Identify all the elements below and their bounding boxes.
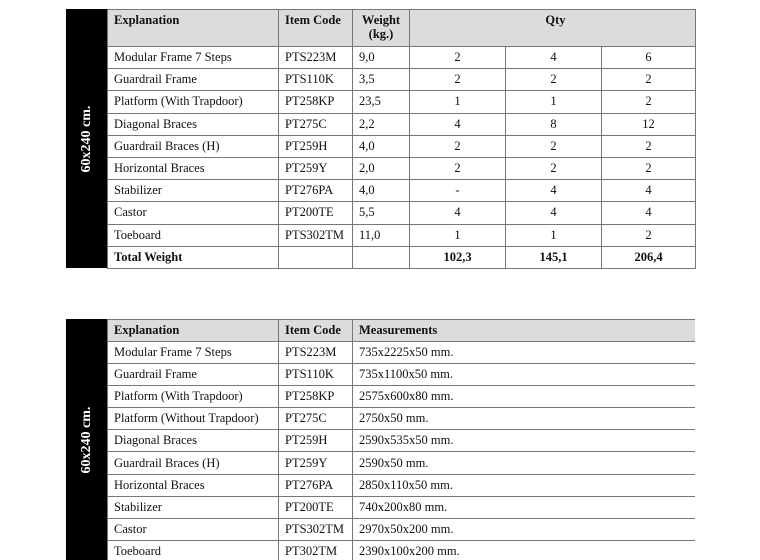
measurements-cell: 2970x50x200 mm. xyxy=(353,518,696,540)
measurements-cell: 2590x50 mm. xyxy=(353,452,696,474)
explanation-cell: Modular Frame 7 Steps xyxy=(108,342,279,364)
measurements-cell: 740x200x80 mm. xyxy=(353,496,696,518)
item-code-cell: PT276PA xyxy=(279,474,353,496)
item-code-cell: PT302TM xyxy=(279,540,353,560)
measurements-table-block xyxy=(66,319,695,560)
table-row xyxy=(108,474,696,496)
item-code-cell: PT258KP xyxy=(279,91,353,113)
table-row xyxy=(108,408,696,430)
item-code-cell: PT200TE xyxy=(279,202,353,224)
weight-cell: 2,2 xyxy=(353,113,410,135)
qty-cell-3: 6 xyxy=(602,47,696,69)
measurements-cell: 2850x110x50 mm. xyxy=(353,474,696,496)
item-code-cell: PT200TE xyxy=(279,496,353,518)
side-label-bar xyxy=(66,319,107,560)
item-code-cell: PTS302TM xyxy=(279,224,353,246)
measurements-cell: 735x1100x50 mm. xyxy=(353,364,696,386)
table-row xyxy=(108,540,696,560)
qty-cell-3: 2 xyxy=(602,157,696,179)
qty-cell-3: 2 xyxy=(602,224,696,246)
total-weight-3: 206,4 xyxy=(602,246,696,268)
table-row xyxy=(108,364,696,386)
qty-cell-1: - xyxy=(410,180,506,202)
total-weight-2: 145,1 xyxy=(506,246,602,268)
qty-cell-2: 4 xyxy=(506,47,602,69)
weight-table-block xyxy=(66,9,695,268)
table-header-row xyxy=(108,320,696,342)
qty-cell-1: 1 xyxy=(410,91,506,113)
explanation-cell: Guardrail Frame xyxy=(108,364,279,386)
table-header-row xyxy=(108,10,696,47)
item-code-cell: PTS223M xyxy=(279,47,353,69)
explanation-cell: Guardrail Frame xyxy=(108,69,279,91)
table-row xyxy=(108,47,696,69)
item-code-cell: PT259Y xyxy=(279,157,353,179)
weight-table xyxy=(107,9,696,269)
total-weight-1: 102,3 xyxy=(410,246,506,268)
col-header-qty: Qty xyxy=(410,10,696,47)
qty-cell-1: 2 xyxy=(410,157,506,179)
explanation-cell: Toeboard xyxy=(108,540,279,560)
item-code-cell: PTS223M xyxy=(279,342,353,364)
table-row xyxy=(108,91,696,113)
size-label: 60x240 cm. xyxy=(78,406,94,473)
explanation-cell: Guardrail Braces (H) xyxy=(108,135,279,157)
explanation-cell: Horizontal Braces xyxy=(108,157,279,179)
explanation-cell: Guardrail Braces (H) xyxy=(108,452,279,474)
qty-cell-2: 1 xyxy=(506,91,602,113)
weight-cell: 4,0 xyxy=(353,180,410,202)
measurements-cell: 2750x50 mm. xyxy=(353,408,696,430)
explanation-cell: Castor xyxy=(108,202,279,224)
side-label-bar xyxy=(66,9,107,268)
table-row xyxy=(108,452,696,474)
size-label: 60x240 cm. xyxy=(78,105,94,172)
weight-cell: 4,0 xyxy=(353,135,410,157)
measurements-table xyxy=(107,319,695,560)
qty-cell-2: 2 xyxy=(506,157,602,179)
table-row xyxy=(108,342,696,364)
qty-cell-1: 4 xyxy=(410,202,506,224)
qty-cell-2: 8 xyxy=(506,113,602,135)
table-row xyxy=(108,202,696,224)
col-header-explanation: Explanation xyxy=(108,10,279,47)
item-code-cell: PT259H xyxy=(279,430,353,452)
table-row xyxy=(108,157,696,179)
col-header-explanation: Explanation xyxy=(108,320,279,342)
measurements-cell: 2575x600x80 mm. xyxy=(353,386,696,408)
weight-cell: 3,5 xyxy=(353,69,410,91)
qty-cell-1: 2 xyxy=(410,69,506,91)
table-row xyxy=(108,430,696,452)
item-code-cell: PT275C xyxy=(279,408,353,430)
qty-cell-1: 1 xyxy=(410,224,506,246)
qty-cell-2: 2 xyxy=(506,69,602,91)
total-empty-cell xyxy=(353,246,410,268)
total-empty-cell xyxy=(279,246,353,268)
qty-cell-2: 4 xyxy=(506,202,602,224)
item-code-cell: PT259H xyxy=(279,135,353,157)
qty-cell-3: 12 xyxy=(602,113,696,135)
weight-cell: 9,0 xyxy=(353,47,410,69)
qty-cell-3: 4 xyxy=(602,202,696,224)
col-header-weight: Weight (kg.) xyxy=(353,10,410,47)
total-label: Total Weight xyxy=(108,246,279,268)
qty-cell-3: 2 xyxy=(602,135,696,157)
explanation-cell: Platform (With Trapdoor) xyxy=(108,91,279,113)
col-header-item-code: Item Code xyxy=(279,10,353,47)
explanation-cell: Diagonal Braces xyxy=(108,113,279,135)
table-row xyxy=(108,180,696,202)
explanation-cell: Platform (With Trapdoor) xyxy=(108,386,279,408)
item-code-cell: PTS302TM xyxy=(279,518,353,540)
weight-cell: 23,5 xyxy=(353,91,410,113)
explanation-cell: Modular Frame 7 Steps xyxy=(108,47,279,69)
qty-cell-3: 2 xyxy=(602,91,696,113)
qty-cell-3: 2 xyxy=(602,69,696,91)
table-row xyxy=(108,113,696,135)
weight-cell: 11,0 xyxy=(353,224,410,246)
qty-cell-1: 2 xyxy=(410,135,506,157)
item-code-cell: PTS110K xyxy=(279,364,353,386)
explanation-cell: Toeboard xyxy=(108,224,279,246)
table-row xyxy=(108,135,696,157)
table-row xyxy=(108,386,696,408)
table-row xyxy=(108,496,696,518)
table-row xyxy=(108,518,696,540)
explanation-cell: Stabilizer xyxy=(108,180,279,202)
table-row xyxy=(108,224,696,246)
measurements-cell: 2590x535x50 mm. xyxy=(353,430,696,452)
qty-cell-3: 4 xyxy=(602,180,696,202)
explanation-cell: Platform (Without Trapdoor) xyxy=(108,408,279,430)
qty-cell-1: 2 xyxy=(410,47,506,69)
item-code-cell: PT259Y xyxy=(279,452,353,474)
qty-cell-1: 4 xyxy=(410,113,506,135)
weight-cell: 5,5 xyxy=(353,202,410,224)
explanation-cell: Stabilizer xyxy=(108,496,279,518)
table-row xyxy=(108,69,696,91)
weight-cell: 2,0 xyxy=(353,157,410,179)
item-code-cell: PT258KP xyxy=(279,386,353,408)
explanation-cell: Diagonal Braces xyxy=(108,430,279,452)
item-code-cell: PTS110K xyxy=(279,69,353,91)
qty-cell-2: 4 xyxy=(506,180,602,202)
item-code-cell: PT275C xyxy=(279,113,353,135)
qty-cell-2: 1 xyxy=(506,224,602,246)
total-row xyxy=(108,246,696,268)
explanation-cell: Castor xyxy=(108,518,279,540)
col-header-item-code: Item Code xyxy=(279,320,353,342)
measurements-cell: 2390x100x200 mm. xyxy=(353,540,696,560)
qty-cell-2: 2 xyxy=(506,135,602,157)
item-code-cell: PT276PA xyxy=(279,180,353,202)
measurements-cell: 735x2225x50 mm. xyxy=(353,342,696,364)
explanation-cell: Horizontal Braces xyxy=(108,474,279,496)
col-header-measurements: Measurements xyxy=(353,320,696,342)
